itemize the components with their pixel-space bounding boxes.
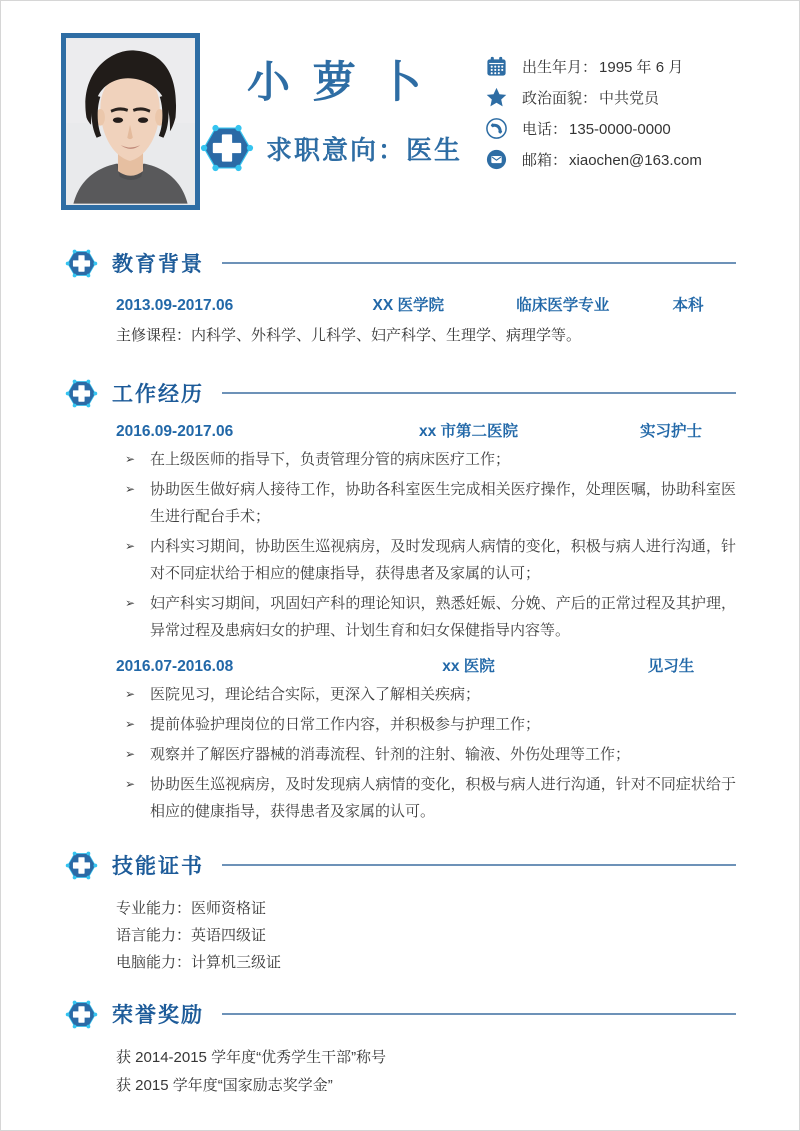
section-divider bbox=[222, 262, 736, 264]
bullet-item bbox=[116, 476, 736, 530]
education-degree: 本科 bbox=[672, 297, 704, 314]
contact-row-phone bbox=[485, 113, 702, 144]
contact-row-birth bbox=[485, 51, 702, 82]
bullet-text: 提前体验护理岗位的日常工作内容，并积极参与护理工作； bbox=[150, 716, 541, 733]
profile-photo bbox=[61, 33, 200, 210]
bullet-text: 观察并了解医疗器械的消毒流程、针剂的注射、输液、外伤处理等工作； bbox=[150, 746, 631, 763]
contact-value: xiaochen@163.com bbox=[569, 152, 702, 169]
job-bullets bbox=[116, 446, 736, 644]
star-icon bbox=[485, 86, 508, 109]
job-role: 见习生 bbox=[647, 658, 695, 675]
contact-value: 1995 年 6 月 bbox=[599, 59, 684, 76]
section-header bbox=[64, 375, 736, 411]
arrow-bullet-icon: ➢ bbox=[125, 777, 136, 791]
contact-label: 邮箱： bbox=[522, 152, 568, 169]
job-intent bbox=[198, 119, 462, 177]
job-row bbox=[116, 419, 736, 441]
bullet-item bbox=[116, 681, 736, 708]
bullet-item bbox=[116, 590, 736, 644]
skill-item: 专业能力：医师资格证 bbox=[116, 900, 267, 917]
arrow-bullet-icon: ➢ bbox=[125, 482, 136, 496]
bullet-item bbox=[116, 711, 736, 738]
mail-icon bbox=[485, 148, 508, 171]
section-divider bbox=[222, 864, 736, 866]
job-intent-label: 求职意向：医生 bbox=[266, 135, 463, 165]
section-education bbox=[64, 245, 736, 345]
section-title: 工作经历 bbox=[112, 382, 204, 406]
contact-text bbox=[522, 87, 659, 108]
education-row bbox=[116, 293, 736, 315]
education-courses: 主修课程：内科学、外科学、儿科学、妇产科学、生理学、病理学等。 bbox=[116, 327, 582, 344]
skill-item: 语言能力：英语四级证 bbox=[116, 927, 267, 944]
education-date: 2013.09-2017.06 bbox=[116, 297, 234, 314]
bullet-item bbox=[116, 741, 736, 768]
bullet-item bbox=[116, 533, 736, 587]
medical-cross-hexagon-icon bbox=[64, 997, 99, 1032]
arrow-bullet-icon: ➢ bbox=[125, 717, 136, 731]
candidate-name: 小 萝 卜 bbox=[247, 60, 428, 107]
section-header bbox=[64, 847, 736, 883]
contact-label: 政治面貌： bbox=[522, 90, 598, 107]
skill-item: 电脑能力：计算机三级证 bbox=[116, 954, 282, 971]
section-title: 教育背景 bbox=[112, 252, 204, 276]
phone-icon bbox=[485, 117, 508, 140]
section-title: 荣誉奖励 bbox=[112, 1003, 204, 1027]
medical-cross-hexagon-icon bbox=[64, 376, 99, 411]
education-major: 临床医学专业 bbox=[516, 297, 610, 314]
arrow-bullet-icon: ➢ bbox=[125, 687, 136, 701]
section-header bbox=[64, 996, 736, 1032]
honor-item: 获 2015 学年度“国家励志奖学金” bbox=[116, 1077, 333, 1094]
job-row bbox=[116, 654, 736, 676]
arrow-bullet-icon: ➢ bbox=[125, 747, 136, 761]
bullet-item bbox=[116, 446, 736, 473]
bullet-text: 协助医生做好病人接待工作，协助各科室医生完成相关医疗操作，处理医嘱，协助科室医生进行配台手术； bbox=[150, 481, 736, 525]
bullet-text: 内科实习期间，协助医生巡视病房，及时发现病人病情的变化，积极与病人进行沟通，针对不同症状给于相应的健康指导，获得患者及家属的认可； bbox=[150, 538, 736, 582]
medical-cross-hexagon-icon bbox=[198, 119, 256, 177]
portrait-image bbox=[66, 38, 195, 205]
contact-value: 135-0000-0000 bbox=[569, 121, 671, 138]
bullet-text: 在上级医师的指导下，负责管理分管的病床医疗工作； bbox=[150, 451, 511, 468]
job-role: 实习护士 bbox=[639, 423, 702, 440]
contact-text bbox=[522, 118, 671, 139]
section-skills bbox=[64, 847, 736, 976]
bullet-text: 协助医生巡视病房，及时发现病人病情的变化，积极与病人进行沟通，针对不同症状给于相应的健康指导，获得患者及家属的认可。 bbox=[150, 776, 736, 820]
contact-list bbox=[485, 51, 702, 175]
section-title: 技能证书 bbox=[112, 854, 204, 878]
bullet-item bbox=[116, 771, 736, 825]
contact-row-political bbox=[485, 82, 702, 113]
job-organization: xx 医院 bbox=[442, 658, 495, 675]
job-organization: xx 市第二医院 bbox=[418, 423, 519, 440]
arrow-bullet-icon: ➢ bbox=[125, 452, 136, 466]
arrow-bullet-icon: ➢ bbox=[125, 539, 136, 553]
honor-item: 获 2014-2015 学年度“优秀学生干部”称号 bbox=[116, 1049, 387, 1066]
job-date: 2016.07-2016.08 bbox=[116, 658, 234, 675]
education-school: XX 医学院 bbox=[372, 297, 444, 314]
section-experience bbox=[64, 375, 736, 825]
contact-value: 中共党员 bbox=[599, 90, 660, 107]
contact-label: 电话： bbox=[522, 121, 568, 138]
bullet-text: 医院见习，理论结合实际，更深入了解相关疾病； bbox=[150, 686, 481, 703]
section-header bbox=[64, 245, 736, 281]
medical-cross-hexagon-icon bbox=[64, 246, 99, 281]
section-honors bbox=[64, 996, 736, 1100]
contact-row-email bbox=[485, 144, 702, 175]
arrow-bullet-icon: ➢ bbox=[125, 596, 136, 610]
contact-label: 出生年月： bbox=[522, 59, 598, 76]
header bbox=[1, 1, 799, 241]
job-bullets bbox=[116, 681, 736, 825]
bullet-text: 妇产科实习期间，巩固妇产科的理论知识，熟悉妊娠、分娩、产后的正常过程及其护理，异常过程及患病妇女的护理、计划生育和妇女保健指导内容等。 bbox=[150, 595, 736, 639]
medical-cross-hexagon-icon bbox=[64, 848, 99, 883]
section-divider bbox=[222, 1013, 736, 1015]
content bbox=[1, 245, 799, 1100]
contact-text bbox=[522, 56, 683, 77]
job-date: 2016.09-2017.06 bbox=[116, 423, 234, 440]
calendar-icon bbox=[485, 55, 508, 78]
contact-text bbox=[522, 149, 702, 170]
section-divider bbox=[222, 392, 736, 394]
